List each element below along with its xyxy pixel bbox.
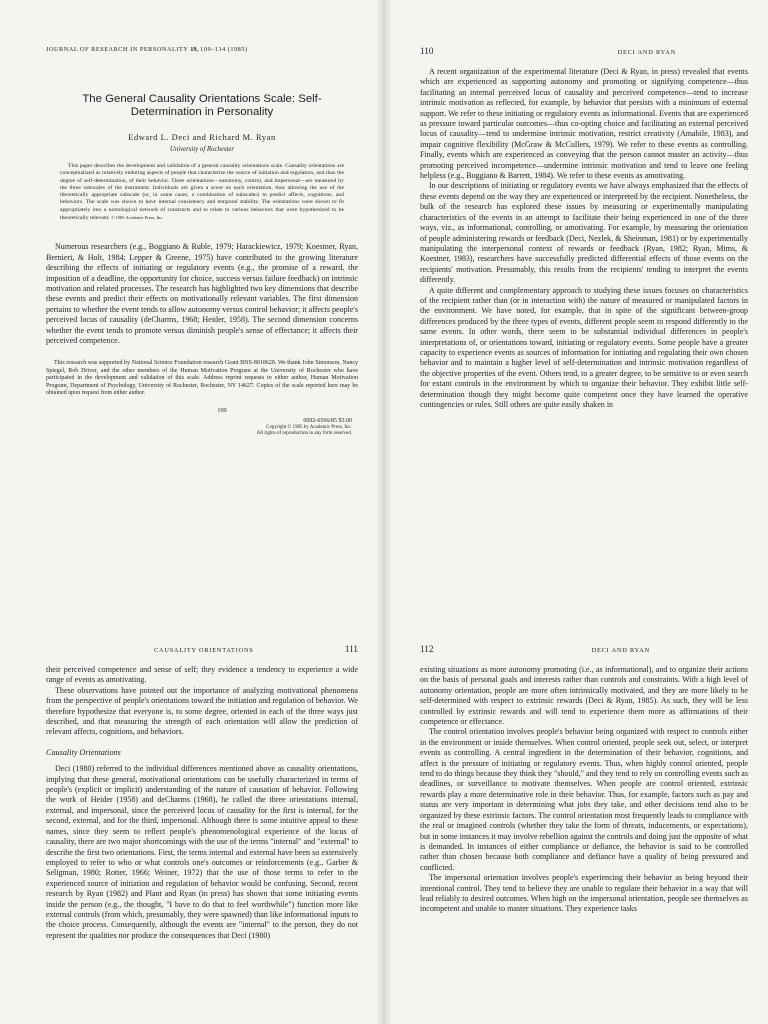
paragraph: A quite different and complementary approach to studying these issues focuses on characteristics of the recipient rather than (or in interaction with) the nature of measured or manipulated factors in the environment. We have noted, for example, that in spite of the significant between-group differences produced by the three types of events, different people seem to respond differently to the same events. In other words, there seem to be substantial individual differences in people's interpretations of, or orientations toward, initiating or regulatory events. Some people have a greater capacity to experience events as sources of information for initiating and regulating their own chosen behavior and to maintain a higher level of self-determination and intrinsic motivation regardless of the objective properties of the event. Others tend, to a greater degree, to be sensitive to or even search for extant controls in the environment by which to organize their behavior. They exhibit little self-determination though they might become quite competent once they have learned the operative contingencies or rules. Still others are quite easily shaken in <box>420 285 748 409</box>
body-text <box>420 67 748 410</box>
paragraph: Numerous researchers (e.g., Boggiano & Ruble, 1979; Harackiewicz, 1979; Koestner, Ryan, Bernieri, & Holt, 1984; Lepper & Greene, 1975) have contributed to the growing literature describing the effects of initiating or regulatory events (e.g., the promise of a reward, the imposition of a deadline, the opportunity for choice, success versus failure feedback) on intrinsic motivation and related processes. The research has highlighted two key dimensions that describe these events and predict their effects on motivationally relevant variables. The first dimension pertains to whether the event tends to allow autonomy versus control behavior; it affects people's perceived locus of causality (deCharms, 1968; Heider, 1958). The second dimension concerns whether the event tends to promote versus diminish people's sense of effectance; it affects their perceived competence. <box>46 242 358 346</box>
journal-name: JOURNAL OF RESEARCH IN PERSONALITY <box>46 46 189 53</box>
paragraph: In our descriptions of initiating or regulatory events we have always emphasized that the effects of these events depend on the way they are experienced or interpreted by the recipient. Nonetheless, the bulk of the research has explored these issues by measuring or experimentally manipulating characteristics of the events in an attempt to facilitate their being experienced in one of the three ways, viz., as informational, controlling, or amotivating. For example, by measuring the orientation of people administering rewards or feedback (Deci, Nezlek, & Sheinman, 1981) or by experimentally manipulating the interpersonal context of rewards or feedback (Ryan, 1982; Ryan, Mims, & Koestner, 1983), researchers have successfully predicted differential effects of those events on the recipients' motivation. Presumably, this results from the recipients' tending to interpret the events differently. <box>420 181 748 285</box>
journal-volume: 19, <box>190 46 199 53</box>
copyright-line: Copyright © 1985 by Academic Press, Inc. <box>265 424 352 430</box>
page-110 <box>384 0 768 508</box>
article-authors: Edward L. Deci and Richard M. Ryan <box>128 133 276 142</box>
page-number: 111 <box>344 644 358 654</box>
copyright-block <box>46 418 358 437</box>
author-affiliation: University of Rochester <box>169 146 235 153</box>
rights-line: All rights of reproduction in any form reserved. <box>256 431 352 437</box>
gutter-shadow <box>376 0 384 508</box>
page-header <box>420 644 748 654</box>
abstract-copyright: © 1985 Academic Press, Inc. <box>111 215 164 221</box>
paragraph: A recent organization of the experimental literature (Deci & Ryan, in press) revealed that events which are experienced as supporting autonomy and promoting or signifying competence—thus facilitating an internal perceived locus of causality and perceived competence—tend to increase intrinsic motivation as reflected, for example, by behavior that persists with a minimum of external support. We refer to these initiating or regulatory events as informational. Events that are experienced as pressure toward particular outcomes—thus co-opting choice and facilitating an external perceived locus of causality—tend to undermine intrinsic motivation, restrict creativity (Amabile, 1983), and impair cognitive flexibility (McGraw & McCullers, 1979). We refer to these events as controlling. Finally, events which are experienced as conveying that the person cannot master an activity—thus promoting perceived incompetence—undermine intrinsic motivation and tend to leave one feeling helpless (e.g., Boggiano & Barrett, 1984). We refer to these events as amotivating. <box>420 67 748 181</box>
gutter-shadow <box>376 508 384 1024</box>
body-text <box>420 665 748 915</box>
page-112 <box>384 508 768 1024</box>
issn-price: 0092-6566/85 $3.00 <box>303 418 352 425</box>
page-header <box>420 46 748 56</box>
abstract <box>60 163 344 222</box>
section-heading: Causality Orientations <box>46 747 121 757</box>
page-header <box>46 644 358 654</box>
journal-citation <box>46 46 358 53</box>
gutter-shadow <box>384 0 392 508</box>
page-111 <box>0 508 384 1024</box>
abstract-text: This paper describes the development and validation of a general causality orientations scale. Causality orientations are conceptualized as relatively enduring aspects of people that characterize the source of initiation and regulation, and thus the degree of self-determination, of their behavior. Three orientations—autonomy, control, and impersonal—are measured by the three subscales of the instrument. Individuals are given a score on each orientation, thus allowing the use of the theoretically appropriate subscale (or, in some cases, a combination of subscales) to predict affects, cognitions, and behaviors. The scale was shown to have internal consistency and temporal stability. The orientations were shown to fit appropriately into a nomological network of constructs and to relate to various behaviors that were hypothesized to be theoretically relevant. <box>60 163 344 222</box>
footnote: This research was supported by National Science Foundation research Grant BNS-8018628. We thank John Simonson, Nancy Spiegel, Rob Driver, and the other members of the Human Motivation Program at the University of Rochester who have participated in the development and validation of this scale. Address reprint requests to either author, Human Motivation Program, Department of Psychology, University of Rochester, Rochester, NY 14627. Copies of the scale reported here may be obtained upon request from either author. <box>46 360 358 397</box>
paragraph: The impersonal orientation involves people's experiencing their behavior as being beyond their intentional control. They tend to believe they are unable to regulate their behavior in a way that will lead reliably to desired outcomes. When high on the impersonal orientation, people see themselves as incompetent and unable to master situations. They experience tasks <box>420 873 748 914</box>
page-number: 112 <box>420 644 434 654</box>
body-text <box>46 242 358 346</box>
page-number: 109 <box>217 407 227 415</box>
paragraph: Deci (1980) referred to the individual differences mentioned above as causality orientations, implying that these general, motivational orientations can be usefully characterized in terms of people's (explicit or implicit) understanding of the nature of causation of behavior. Following the work of Heider (1958) and deCharms (1968), he called the three orientations internal, external, and impersonal, since the perceived locus of causality for the first is internal, for the second, external, and for the third, impersonal. Although there is some intuitive appeal to these names, since they seem to reflect people's phenomenological experience of the locus of causality, there are two major shortcomings with the use of the terms "internal" and "external" to describe the first two orientations. First, the terms internal and external have been so extensively employed to refer to who or what controls one's outcomes or reinforcements (e.g., Garber & Seligman, 1980; Rotter, 1966; Weiner, 1972) that the use of those terms to refer to the experienced source of initiation and regulation of behavior would be confusing. Second, recent research by Ryan (1982) and Plant and Ryan (in press) has shown that some initiating events inside the person (e.g., the thought, "I have to do that to feel worthwhile") function more like external controls (from which, presumably, they were spawned) than like informational inputs to the choice process. Consequently, although the events are "internal" to the person, they do not represent the qualities nor produce the consequences that Deci (1980) <box>46 764 358 940</box>
running-head: DECI AND RYAN <box>617 49 676 56</box>
page-109 <box>0 0 384 508</box>
running-head: CAUSALITY ORIENTATIONS <box>154 647 254 654</box>
journal-pages: 109–134 (1985) <box>200 46 248 53</box>
body-text <box>46 665 358 941</box>
running-head: DECI AND RYAN <box>591 647 650 654</box>
article-title: The General Causality Orientations Scale: Self-Determination in Personality <box>82 93 322 118</box>
paragraph: The control orientation involves people's behavior being organized with respect to controls either in the environment or inside themselves. When control oriented, people seek out, select, or interpret events as controlling. A central ingredient in the determination of their behavior, cognitions, and affect is the pressure of initiating or regulatory events. Thus, when highly control oriented, people tend to do things because they think they "should," and they tend to rely on controlling events such as deadlines, or surveillance to motivate themselves. When people are control oriented, extrinsic rewards play a more determinative role in their behavior. Thus, for example, factors such as pay and status are very important in determining what jobs they take, and other decisions tend also to be organized by these extrinsic factors. The control orientation most frequently leads to compliance with the real or imagined controls (whether they take the form of threats, inducements, or expectations), but in some instances it may involve rebellion against the controls and doing just the opposite of what is demanded. In instances of either compliance or defiance, the behavior is said to be controlled rather than chosen because both compliance and defiance have a quality of being pressured and conflicted. <box>420 727 748 872</box>
gutter-shadow <box>384 508 392 1024</box>
paragraph: These observations have pointed out the importance of analyzing motivational phenomena from the perspective of people's orientations toward the initiation and regulation of behavior. We therefore hypothesize that everyone is, to some degree, oriented in each of the three ways just described, and that measuring the strength of each orientation will allow the prediction of relevant affects, cognitions, and behaviors. <box>46 685 358 737</box>
paragraph: existing situations as more autonomy promoting (i.e., as informational), and to organize their actions on the basis of personal goals and interests rather than controls and constraints. With a high level of autonomy orientation, people are more often intrinsically motivated, and they are more likely to be self-determined with respect to extrinsic rewards (Deci & Ryan, 1985). As such, they will be less controlled by extrinsic rewards and will tend to experience them more as affirmations of their competence or effectance. <box>420 665 748 727</box>
paragraph: their perceived competence and sense of self; they evidence a tendency to experience a wide range of events as amotivating. <box>46 665 358 685</box>
page-number: 110 <box>420 46 434 56</box>
